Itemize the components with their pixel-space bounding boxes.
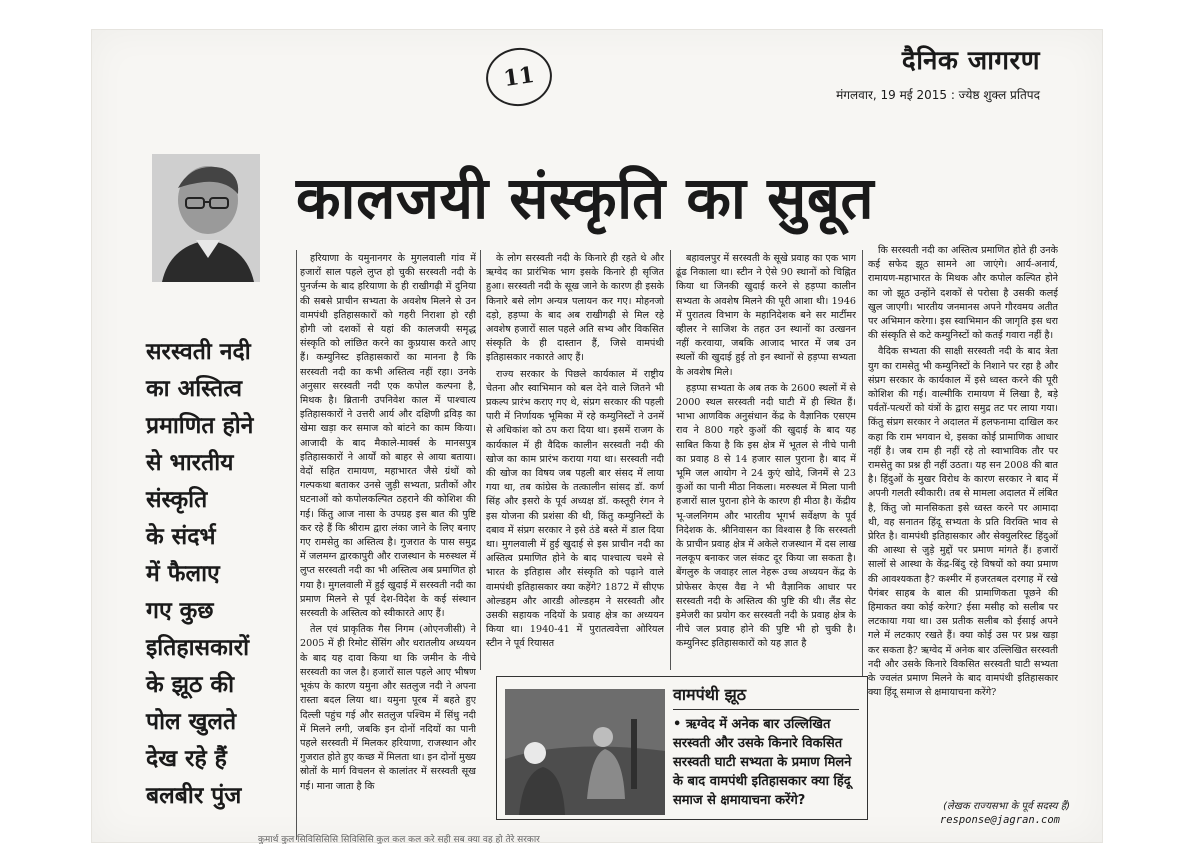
pull-quote [146,334,294,815]
pull-quote-line: के झूठ की [146,672,235,698]
excavation-site-icon [505,689,665,815]
inset-box [496,676,868,820]
pull-quote-line: बलबीर पुंज [146,783,242,809]
author-portrait-icon [152,154,260,282]
author-photo [152,154,260,282]
date-line: मंगलवार, 19 मई 2015 : ज्येष्ठ शुक्ल प्रतिपद [836,88,1040,102]
paragraph: बहावलपुर में सरस्वती के सूखे प्रवाह का एक भाग ढूंढ निकाला था। स्टीन ने ऐसे 90 स्थानों को चिह्नित किया था जिनकी खुदाई करने से हड़प्पा कालीन सभ्यता के अवशेष मिलने की पूरी आशा थी। 1946 में पुरातत्व विभाग के महानिदेशक बने सर मार्टीमर व्हीलर ने साजिश के तहत उन स्थानों का उत्खनन नहीं करवाया, जबकि आजाद भारत में जब उन स्थलों की खुदाई हुई तो इन स्थानों से हड़प्पा सभ्यता के अवशेष मिले। [676,253,856,378]
pull-quote-line: पोल खुलते [146,709,237,735]
pull-quote-line: का अस्तित्व [146,376,243,402]
paragraph: राज्य सरकार के पिछले कार्यकाल में राष्ट्रीय चेतना और स्वाभिमान को बल देने वाले जितने भी प्रकल्प प्रारंभ कराए गए थे, संप्रग सरकार की पहली पारी में निर्णायक भूमिका में रहे कम्युनिस्टों ने उनमें से अधिकांश को ठप करा दिया था। इसमें राजग के कार्यकाल में ही वैदिक कालीन सरस्वती नदी की खोज का काम प्रारंभ कराया गया था। सरस्वती नदी की खोज का विषय जब पहली बार संसद में लाया गया था, तब कांग्रेस के तत्कालीन सांसद डॉ. कर्ण सिंह और इसरो के पूर्व अध्यक्ष डॉ. कस्तूरी रंगन ने इस योजना की प्रशंसा की थी, किंतु कम्युनिस्टों के दबाव में संप्रग सरकार ने इसे ठंडे बस्ते में डाल दिया था। मुगलवाली में हुई खुदाई से इस प्राचीन नदी का अस्तित्व प्रमाणित होने के बाद पाश्चात्य चश्मे से भारत के इतिहास और संस्कृति को पढ़ाने वाले वामपंथी इतिहासकार क्या कहेंगे? 1872 में सीएफ ओल्डहम और आरडी ओल्डहम ने सरस्वती और उसकी सहायक नदियों के प्रवाह क्षेत्र का अध्ययन किया था। 1940-41 में पुरातत्ववेत्ता ओरियल स्टीन ने पूर्व रियासत [486,368,664,650]
column-divider [480,250,481,670]
pull-quote-line: गए कुछ [146,598,214,624]
pull-quote-line: संस्कृति [146,487,208,513]
excavation-photo [505,689,665,815]
paragraph: हड़प्पा सभ्यता के अब तक के 2600 स्थलों में से 2000 स्थल सरस्वती नदी घाटी में ही स्थित हैं। भाभा आणविक अनुसंधान केंद्र के वैज्ञानिक एसएम राव ने 800 गहरे कुओं की खुदाई के बाद यह साबित किया है कि इस क्षेत्र में भूतल से नीचे पानी का प्रवाह 8 से 14 हजार साल पुराना है। बाद में भूमि जल आयोग ने 24 कुएं खोदे, जिनमें से 23 कुओं का पानी मीठा निकला। मरुस्थल में मिला पानी हजारों साल पुराना होने के कारण ही मीठा है। केंद्रीय भू-जलनिगम और भारतीय भूगर्भ सर्वेक्षण के पूर्व निदेशक के. श्रीनिवासन का विश्वास है कि सरस्वती के प्राचीन प्रवाह क्षेत्र में अकेले राजस्थान में दस लाख नलकूप बनाकर जल संकट दूर किया जा सकता है। बेंगलुरु के जवाहर लाल नेहरू उच्च अध्ययन केंद्र के प्रोफेसर केएस वैद्य ने भी वैज्ञानिक आधार पर सरस्वती नदी के अस्तित्व की पुष्टि की थी। लैंड सेट इमेजरी का प्रयोग कर सरस्वती नदी के प्रवाह क्षेत्र के नीचे जल प्रवाह होने की पुष्टि भी हो चुकी है। कम्युनिस्ट इतिहासकारों को यह ज्ञात है [676,382,856,650]
article-column-4 [868,244,1058,792]
pull-quote-line: इतिहासकारों [146,635,250,661]
inset-title: वामपंथी झूठ [673,683,859,710]
pull-quote-line: से भारतीय [146,450,234,476]
paragraph: कि सरस्वती नदी का अस्तित्व प्रमाणित होते ही उनके कई सफेद झूठ सामने आ जाएंगे। आर्य-अनार्य, रामायण-महाभारत के मिथक और कपोल कल्पित होने का जो झूठ उन्होंने दशकों से परोसा है उसकी कलई खुल जाएगी। भारतीय जनमानस अपने गौरवमय अतीत पर अभिमान करेगा। इस स्वाभिमान की जागृति इस धरा की संस्कृति से कटे कम्युनिस्टों को कतई गवारा नहीं है। [868,245,1058,342]
column-divider [670,250,671,670]
pull-quote-line: सरस्वती नदी [146,339,251,365]
masthead [800,46,1040,103]
bottom-faded-text: कुमार्थ कुल सिविसिसिसि सिविसिसि कुल कल कल करे सही सब क्या वह हो तेरे सरकार [258,835,540,844]
page-number-text: 11 [502,61,536,93]
article-column-1 [300,252,476,832]
inset-text: • ऋग्वेद में अनेक बार उल्लिखित सरस्वती और उसके किनारे विकसित सरस्वती घाटी सभ्यता के प्रमाण मिलने के बाद वामपंथी इतिहासकार क्या हिंदू समाज से क्षमायाचना करेंगे? [673,717,852,808]
pull-quote-line: में फैलाए [146,561,220,587]
paragraph: के लोग सरस्वती नदी के किनारे ही रहते थे और ऋग्वेद का प्रारंभिक भाग इसके किनारे ही सृजित हुआ। सरस्वती नदी के सूख जाने के कारण ही इसके किनारे बसे लोग अन्यत्र पलायन कर गए। मोहनजो दड़ो, हड़प्पा के बाद अब राखीगढ़ी से मिल रहे अवशेष हजारों साल पहले अति सभ्य और विकसित संस्कृति के ही दास्तान हैं, जिसे वामपंथी इतिहासकार नकारते आए हैं। [486,253,664,364]
paragraph: तेल एवं प्राकृतिक गैस निगम (ओएनजीसी) ने 2005 में ही रिमोट सेंसिंग और धरातलीय अध्ययन के बाद यह दावा किया था कि जमीन के नीचे सरस्वती का जल है। हजारों साल पहले आए भीषण भूकंप के कारण यमुना और सतलुज नदी ने अपना रास्ता बदल लिया था। यमुना पूरब में बहते हुए दिल्ली पहुंच गई और सतलुज पश्चिम में सिंधु नदी में मिलने लगी, जबकि इन दोनों नदियों का पानी पहले सरस्वती में मिलकर हरियाणा, राजस्थान और गुजरात होते हुए कच्छ में मिलता था। इन दोनों मुख्य स्रोतों के मार्ग विचलन से कालांतर में सरस्वती सूख गई। माना जाता है कि [300,624,476,792]
response-email: response@jagran.com [939,814,1060,826]
pull-quote-line: देख रहे हैं [146,746,227,772]
newspaper-name: दैनिक जागरण [901,46,1040,76]
headline: कालजयी संस्कृति का सुबूत [296,164,875,232]
pull-quote-line: के संदर्भ [146,524,216,550]
paragraph: वैदिक सभ्यता की साक्षी सरस्वती नदी के बाद त्रेता युग का रामसेतु भी कम्युनिस्टों के निशाने पर रहा है और संप्रग सरकार के कार्यकाल में इसे ध्वस्त करने की पूरी कोशिश की गई। वाल्मीकि रामायण में लिखा है, बड़े पर्वतों-पत्थरों को यंत्रों के द्वारा समुद्र तट पर लाया गया। किंतु संप्रग सरकार ने अदालत में हलफनामा दाखिल कर कहा कि राम भगवान थे, इसका कोई प्रामाणिक आधार नहीं है। जब राम ही नहीं रहे तो स्वाभाविक तौर पर रामसेतु का प्रश्न ही नहीं उठता। यह सन 2008 की बात है। हिंदुओं के मुखर विरोध के कारण सरकार ने बाद में अपनी गलती स्वीकारी। तब से मामला अदालत में लंबित है, किंतु जो मानसिकता इसे ध्वस्त करने पर आमादा थी, वह सनातन हिंदू सभ्यता के प्रति विरक्ति भाव से प्रेरित है। वामपंथी इतिहासकार और सेक्युलरिस्ट हिंदुओं की आस्था से जुड़े मुद्दों पर प्रमाण मांगते हैं। हजारों सालों से आस्था के केंद्र-बिंदु रहे विषयों को क्या प्रमाण की आवश्यकता है? कश्मीर में हजरतबल दरगाह में रखे पैगंबर साहब के बाल की प्रामाणिकता पूछने की हिमाकत क्या कोई करेगा? ईसा मसीह को सलीब पर लटकाया गया था। उस प्रतीक सलीब को ईसाई अपने गले में लटकाए रखते हैं। क्या कोई उस पर प्रश्न खड़ा कर सकता है? ऋग्वेद में अनेक बार उल्लिखित सरस्वती नदी और उसके किनारे विकसित सरस्वती घाटी सभ्यता के ज्वलंत प्रमाण मिलने के बाद वामपंथी इतिहासकार क्या हिंदू समाज से क्षमायाचना करेंगे? [868,346,1058,699]
author-note: (लेखक राज्यसभा के पूर्व सदस्य हैं) [943,801,1070,812]
pull-quote-line: प्रमाणित होने [146,413,254,439]
paragraph: हरियाणा के यमुनानगर के मुगलवाली गांव में हजारों साल पहले लुप्त हो चुकी सरस्वती नदी के पुनर्जन्म के बाद हरियाणा के ही राखीगढ़ी में दुनिया की सबसे प्राचीन सभ्यता के अवशेष मिलने से उन वामपंथी इतिहासकारों को गहरी निराशा हो रही होगी जो दशकों से यहां की कालजयी समृद्ध संस्कृति को लांछित करने का कुप्रयास करते आए हैं। कम्युनिस्ट इतिहासकारों का मानना है कि सरस्वती नदी का कभी अस्तित्व नहीं रहा। उनके अनुसार सरस्वती नदी एक कपोल कल्पना है, मिथक है। ब्रितानी उपनिवेश काल में पाश्चात्य इतिहासकारों ने उत्तरी आर्य और दक्षिणी द्रविड़ का खेमा खड़ा कर समाज को बांटने का काम किया। आजादी के बाद मैकाले-मार्क्स के मानसपुत्र इतिहासकारों ने आर्यों को बाहर से आया बताया। वेदों सहित रामायण, महाभारत जैसे ग्रंथों को गल्पकथा बताकर उनसे जुड़ी सभ्यता, प्रतीकों और घटनाओं को कपोलकल्पित ठहराने की कोशिश की गई। किंतु आज नासा के उपग्रह इस बात की पुष्टि कर रहे हैं कि श्रीराम द्वारा लंका जाने के लिए बनाए गए रामसेतु का अस्तित्व है। गुजरात के पास समुद्र में जलमग्न द्वारकापुरी और राजस्थान के मरुस्थल में लुप्त सरस्वती नदी का भी अस्तित्व अब प्रमाणित हो गया है। मुगलवाली में हुई खुदाई में सरस्वती नदी का प्रमाण मिलने से पूर्व देश-विदेश के कई संस्थान सरस्वती के अस्तित्व को स्वीकारते आए हैं। [300,253,476,620]
article-column-2 [486,252,664,670]
column-divider [296,250,297,840]
article-column-3 [676,252,856,670]
